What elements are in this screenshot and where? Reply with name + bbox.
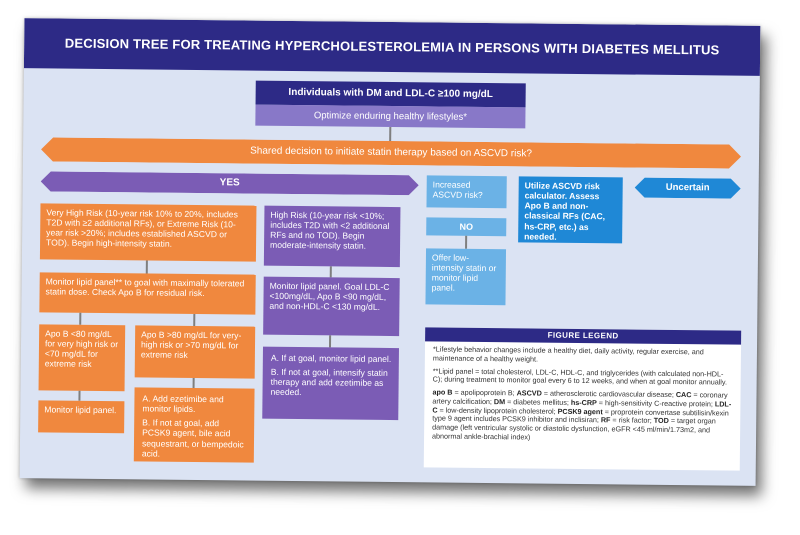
legend-definition: = apolipoprotein B; bbox=[452, 387, 517, 398]
decision-tree-figure bbox=[20, 18, 761, 486]
connector-top bbox=[389, 127, 391, 141]
figure-title: DECISION TREE FOR TREATING HYPERCHOLESTEROLEMIA IN PERSONS WITH DIABETES MELLITUS bbox=[64, 35, 720, 58]
connector-orange-3 bbox=[193, 314, 195, 326]
legend-definition: = atherosclerotic cardiovascular disease; bbox=[541, 388, 676, 400]
legend-term: apo B bbox=[432, 387, 453, 397]
purple-step: A. If at goal, monitor lipid panel. bbox=[270, 352, 392, 365]
legend-term: RF bbox=[600, 415, 611, 425]
monitor-lipid-purple-box: Monitor lipid panel. Goal LDL-C <100mg/dL, Apo B <90 mg/dL, and non-HDL-C <130 mg/dL. bbox=[263, 277, 400, 336]
connector-orange-1 bbox=[146, 260, 148, 273]
monitor-small-box: Monitor lipid panel. bbox=[38, 400, 124, 433]
legend-definition: = low-density lipoprotein cholesterol; bbox=[437, 405, 558, 416]
offer-statin-box: Offer low-intensity statin or monitor lipid panel. bbox=[425, 248, 506, 305]
legend-lipid-note: **Lipid panel = total cholesterol, LDL-C, HDL-C, and triglycerides (with calculated non-HDL-C); during treatment to monitor goal every 6 to 12 weeks, and when at goal monitor annually. bbox=[432, 366, 728, 387]
monitor-lipid-orange-box: Monitor lipid panel** to goal with maximally tolerated statin dose. Check Apo B for residual risk. bbox=[39, 272, 255, 314]
very-high-risk-box: Very High Risk (10-year risk 10% to 20%, includes T2D with ≥2 additional RFs), or Extreme Risk (10-year risk >20%; includes established ASCVD or TOD). Begin high-intensity statin. bbox=[40, 203, 257, 261]
figure-legend bbox=[424, 327, 741, 470]
legend-definition: = high-sensitivity C-reactive protein; bbox=[596, 398, 715, 409]
no-label: NO bbox=[426, 217, 506, 236]
connector-purple-1 bbox=[330, 266, 332, 277]
legend-lifestyle-note: *Lifestyle behavior changes include a healthy diet, daily activity, regular exercise, and maintenance of a healthy weight. bbox=[432, 344, 704, 364]
orange-step: B. If not at goal, add PCSK9 agent, bile acid sequestrant, or bempedoic acid. bbox=[141, 417, 244, 459]
connector-purple-2 bbox=[329, 335, 331, 347]
legend-term: LDL-C bbox=[432, 399, 732, 415]
connector-no bbox=[465, 236, 467, 249]
purple-steps-box bbox=[262, 347, 399, 420]
orange-steps-box bbox=[134, 387, 255, 462]
uncertain-label: Uncertain bbox=[665, 181, 710, 194]
legend-definition: = target organ damage (left ventricular systolic or diastolic dysfunction, eGFR <45 ml/min/1.73m2, and abnormal ankle-brachial index) bbox=[432, 416, 716, 442]
orange-steps-list bbox=[140, 393, 249, 459]
legend-definition: = risk factor; bbox=[610, 415, 654, 426]
high-risk-box: High Risk (10-year risk <10%; includes T2D with <2 additional RFs and no TOD). Begin moderate-intensity statin. bbox=[264, 206, 401, 267]
increased-risk-box: Increased ASCVD risk? bbox=[426, 175, 506, 208]
legend-term: TOD bbox=[653, 416, 669, 426]
legend-term: PCSK9 agent bbox=[557, 406, 603, 416]
purple-steps-list bbox=[268, 353, 392, 399]
connector-orange-4 bbox=[78, 391, 80, 401]
legend-term: ASCVD bbox=[516, 388, 542, 398]
legend-term: CAC bbox=[675, 390, 692, 400]
lifestyle-box: Optimize enduring healthy lifestyles* bbox=[255, 105, 525, 129]
utilize-calculator-box: Utilize ASCVD risk calculator. Assess Apo B and non-classical RFs (CAC, hs-CRP, etc.) as needed. bbox=[518, 176, 623, 243]
connector-orange-2 bbox=[79, 313, 81, 325]
legend-term: hs-CRP bbox=[570, 397, 597, 408]
figure-header bbox=[24, 18, 760, 76]
legend-term: DM bbox=[493, 397, 506, 407]
population-box: Individuals with DM and LDL-C ≥100 mg/dL bbox=[256, 81, 526, 108]
shared-decision-label: Shared decision to initiate statin therapy based on ASCVD risk? bbox=[250, 145, 532, 160]
yes-label: YES bbox=[219, 177, 240, 189]
legend-definition: = coronary artery calcification; bbox=[432, 390, 728, 407]
apob-high-box: Apo B >80 mg/dL for very-high risk or >70 mg/dL for extreme risk bbox=[135, 325, 256, 378]
legend-abbreviations bbox=[432, 389, 733, 445]
apob-low-box: Apo B <80 mg/dL for very high risk or <70 mg/dL for extreme risk bbox=[39, 324, 126, 391]
legend-definition: = diabetes mellitus; bbox=[505, 397, 571, 407]
purple-step: B. If not at goal, intensify statin therapy and add ezetimibe as needed. bbox=[270, 366, 388, 398]
legend-definition: = proprotein convertase subtilisin/kexin type 9 agent includes PCSK9 inhibitor and inclisiran; bbox=[432, 406, 729, 425]
connector-orange-5 bbox=[193, 378, 195, 388]
legend-heading: FIGURE LEGEND bbox=[425, 327, 741, 344]
orange-step: A. Add ezetimibe and monitor lipids. bbox=[142, 393, 224, 415]
